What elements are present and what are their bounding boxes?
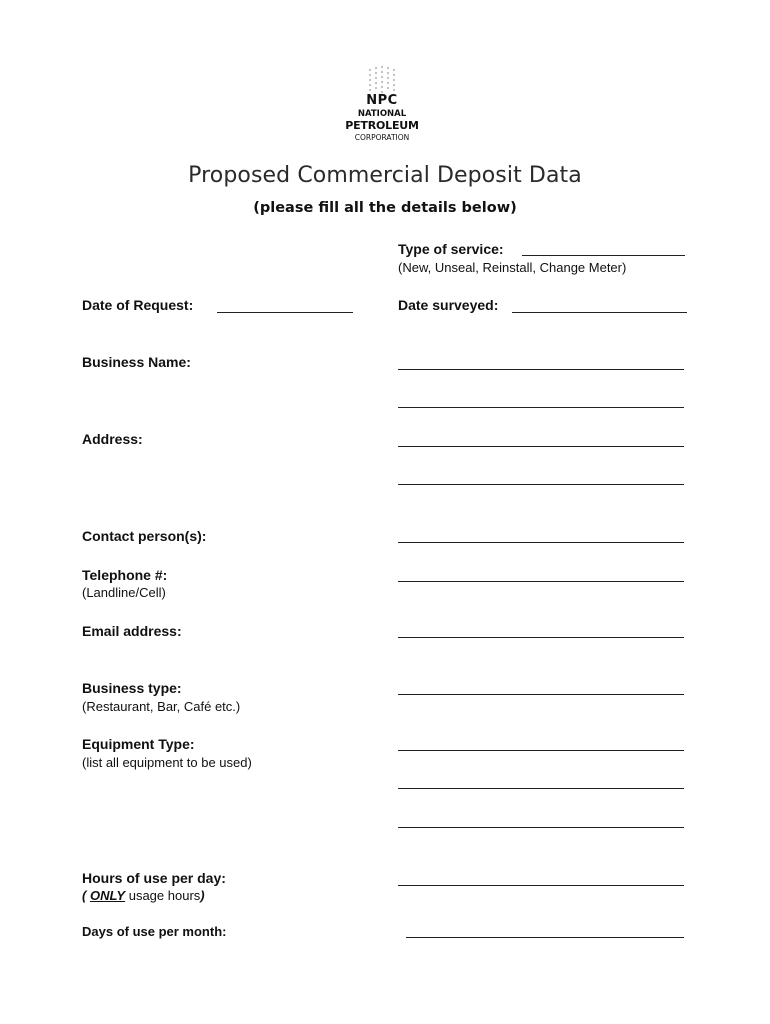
hours-note-close: ) — [200, 888, 205, 903]
equipment-type-label: Equipment Type: — [82, 736, 195, 752]
business-type-label: Business type: — [82, 680, 182, 696]
business-name-field-1[interactable] — [398, 369, 684, 370]
address-label: Address: — [82, 431, 143, 447]
contact-person-field[interactable] — [398, 542, 684, 543]
hours-per-day-field[interactable] — [398, 885, 684, 886]
date-of-request-label: Date of Request: — [82, 297, 194, 313]
hours-per-day-note — [82, 888, 205, 903]
address-field-2[interactable] — [398, 484, 684, 485]
equipment-type-field-3[interactable] — [398, 827, 684, 828]
page-title: Proposed Commercial Deposit Data — [188, 163, 582, 188]
equipment-type-note: (list all equipment to be used) — [82, 755, 252, 770]
equipment-type-field-1[interactable] — [398, 750, 684, 751]
logo-corporation: CORPORATION — [354, 133, 410, 142]
business-type-field[interactable] — [398, 694, 684, 695]
hours-note-only: ONLY — [89, 888, 126, 903]
business-name-field-2[interactable] — [398, 407, 684, 408]
hours-note-open: ( — [82, 888, 90, 903]
type-of-service-options: (New, Unseal, Reinstall, Change Meter) — [398, 260, 627, 275]
type-of-service-field[interactable] — [522, 255, 685, 256]
logo-national: NATIONAL — [357, 109, 407, 119]
page-subtitle: (please fill all the details below) — [253, 200, 517, 216]
email-field[interactable] — [398, 637, 684, 638]
telephone-label: Telephone #: — [82, 567, 168, 583]
logo-npc: NPC — [366, 93, 398, 108]
type-of-service-label: Type of service: — [398, 241, 504, 257]
business-type-note: (Restaurant, Bar, Café etc.) — [82, 699, 241, 714]
date-surveyed-label: Date surveyed: — [398, 297, 499, 313]
hours-per-day-label: Hours of use per day: — [82, 870, 226, 886]
address-field-1[interactable] — [398, 446, 684, 447]
days-per-month-field[interactable] — [406, 937, 684, 938]
telephone-note: (Landline/Cell) — [82, 585, 166, 600]
email-label: Email address: — [82, 623, 182, 639]
days-per-month-label: Days of use per month: — [82, 924, 227, 939]
contact-person-label: Contact person(s): — [82, 528, 207, 544]
date-surveyed-field[interactable] — [512, 312, 687, 313]
oil-well-dots-icon — [366, 66, 398, 94]
business-name-label: Business Name: — [82, 354, 191, 370]
telephone-field[interactable] — [398, 581, 684, 582]
equipment-type-field-2[interactable] — [398, 788, 684, 789]
hours-note-rest: usage hours — [125, 888, 201, 903]
npc-logo — [332, 66, 432, 142]
date-of-request-field[interactable] — [217, 312, 353, 313]
logo-petroleum: PETROLEUM — [345, 119, 419, 132]
